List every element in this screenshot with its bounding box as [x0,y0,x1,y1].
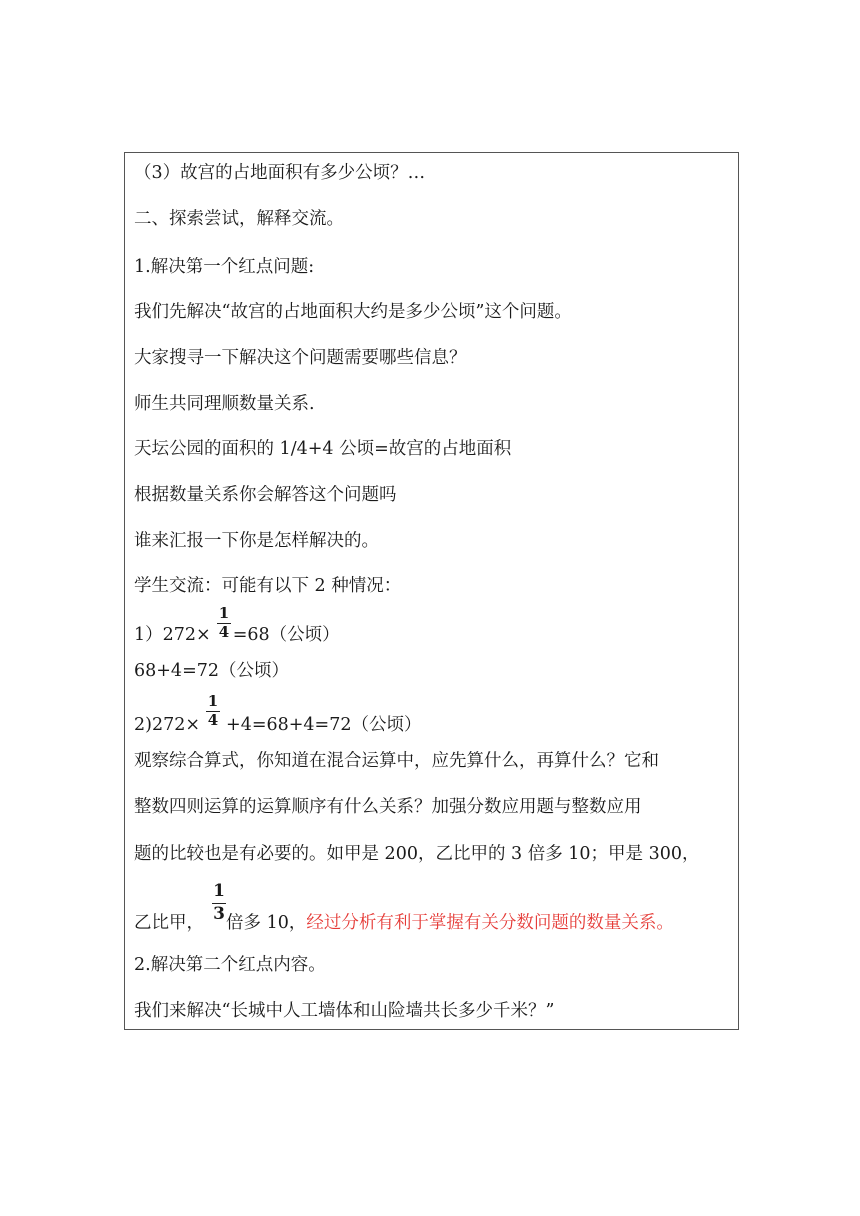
line-step-1: 1.解决第一个红点问题: [134,257,315,277]
line-method-2 [134,711,422,736]
line-formula-relation: 天坛公园的面积的 1/4+4 公顷=故宫的占地面积 [134,439,512,459]
example-middle: 倍多 10， [226,913,307,933]
fraction-one-third [212,883,226,923]
line-observe: 观察综合算式，你知道在混合运算中，应先算什么，再算什么？它和 [134,751,659,771]
line-comparison: 题的比较也是有必要的。如甲是 200，乙比甲的 3 倍多 10；甲是 300， [134,844,700,864]
line-step-2: 2.解决第二个红点内容。 [134,955,326,975]
line-solve-intro: 我们先解决“故宫的占地面积大约是多少公顷”这个问题。 [134,302,572,322]
fraction-denominator: 4 [218,623,230,641]
fraction-denominator: 3 [213,904,225,924]
line-question-3: （3）故宫的占地面积有多少公顷？… [134,163,426,183]
line-relation: 师生共同理顺数量关系. [134,394,315,414]
section-heading-explore: 二、探索尝试，解释交流。 [134,209,344,229]
line-great-wall-question: 我们来解决“长城中人工墙体和山险墙共长多少千米？” [134,1001,555,1021]
line-search-info: 大家搜寻一下解决这个问题需要哪些信息？ [134,348,467,368]
fraction-numerator: 1 [213,881,225,901]
fraction-one-quarter [217,606,231,640]
line-student-exchange: 学生交流：可能有以下 2 种情况： [134,576,402,596]
line-order-relation: 整数四则运算的运算顺序有什么关系？加强分数应用题与整数应用 [134,797,642,817]
line-method-1 [134,624,340,646]
example-prefix: 乙比甲， [134,913,204,933]
line-method-1-step-2: 68+4=72（公顷） [134,661,289,681]
fraction-denominator: 4 [207,711,219,729]
line-report: 谁来汇报一下你是怎样解决的。 [134,531,379,551]
method-1-prefix: 1）272× [134,625,211,645]
fraction-numerator: 1 [207,692,219,710]
method-2-prefix: 2)272× [134,715,201,735]
fraction-one-quarter [206,694,220,728]
fraction-numerator: 1 [218,604,230,622]
method-1-suffix: =68（公顷） [232,625,340,645]
highlight-text: 经过分析有利于掌握有关分数问题的数量关系。 [306,913,674,933]
method-2-suffix: +4=68+4=72（公顷） [226,715,422,735]
line-ask-answer: 根据数量关系你会解答这个问题吗 [134,485,397,505]
